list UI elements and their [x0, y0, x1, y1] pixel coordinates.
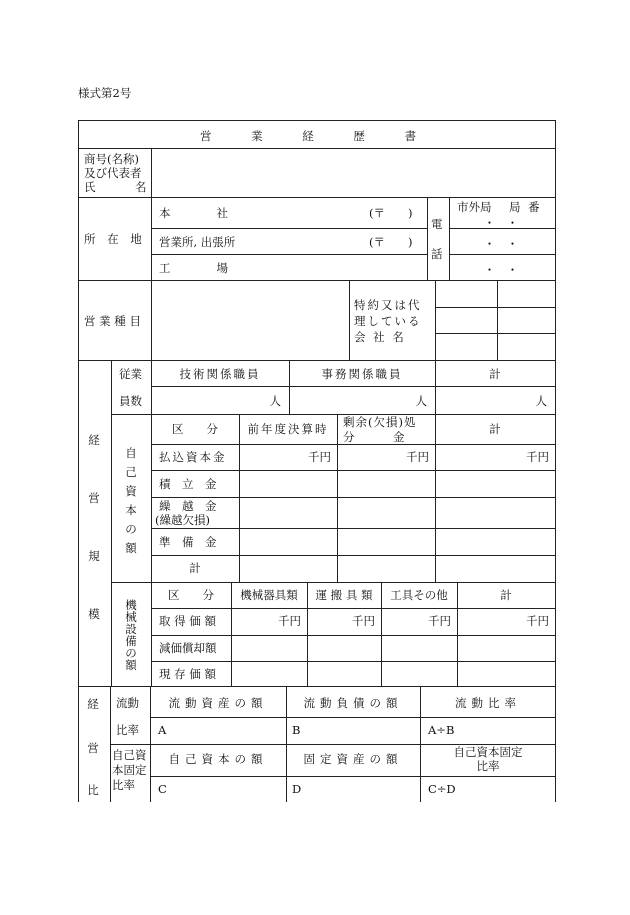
- current-value-ab: A÷B: [428, 723, 455, 737]
- fixed-ratio-header-2: 比率: [476, 759, 500, 773]
- capital-char-5: の: [125, 522, 137, 536]
- equip-char-1: 機: [125, 598, 137, 612]
- technical-staff-unit: 人: [269, 394, 281, 408]
- fixed-value-cd: C÷D: [428, 782, 456, 796]
- employees-total-unit: 人: [535, 394, 547, 408]
- fixed-value-d: D: [292, 782, 302, 796]
- paid-in-capital-label: 払込資本金: [159, 450, 227, 464]
- paid-in-unit-prev: 千円: [308, 450, 331, 464]
- capital-char-2: 己: [125, 465, 137, 479]
- transport-header: 運 搬 具 類: [315, 588, 373, 602]
- equip-char-4: 備: [125, 634, 137, 648]
- office-staff-unit: 人: [415, 394, 427, 408]
- form-number: 様式第2号: [78, 86, 132, 100]
- acq-unit-tools: 千円: [428, 614, 451, 628]
- phone-label-2: 話: [431, 247, 443, 261]
- ratios-table: [78, 686, 556, 802]
- representative-label: 及び代表者: [84, 166, 142, 180]
- acquisition-cost-label: 取 得 価 額: [159, 614, 216, 628]
- equip-char-6: 額: [125, 658, 137, 672]
- head-office-label: 本 社: [159, 206, 228, 220]
- equity-capital-header: 自己資本の額: [168, 752, 268, 766]
- current-ratio-header: 流動比率: [455, 696, 521, 710]
- agent-label-2: 理している: [354, 314, 422, 328]
- ratio-char-2: 営: [87, 741, 99, 755]
- head-office-postal: (〒 ): [369, 206, 413, 220]
- equip-char-3: 設: [125, 622, 137, 636]
- business-type-label: 営 業 種 目: [84, 314, 141, 328]
- acq-unit-machinery: 千円: [278, 614, 301, 628]
- capital-total-header: 計: [489, 422, 501, 436]
- carried-forward-label: 繰 越 金: [159, 499, 217, 513]
- branch-office-postal: (〒 ): [369, 235, 413, 249]
- capital-kubun-header: 区 分: [172, 422, 218, 436]
- surplus-header-2: 分 金: [343, 430, 406, 444]
- fixed-assets-header: 固定資産の額: [303, 752, 403, 766]
- current-value-a: A: [158, 723, 167, 737]
- acq-unit-transport: 千円: [352, 614, 375, 628]
- acq-unit-total: 千円: [526, 614, 549, 628]
- phone-dots-3: ・ ・: [483, 263, 519, 277]
- name-label-a: 氏: [84, 180, 96, 194]
- form-title: 営 業 経 歴 書: [199, 129, 435, 143]
- equip-total-header: 計: [500, 588, 512, 602]
- branch-office-label: 営業所, 出張所: [159, 235, 236, 249]
- capital-char-1: 自: [125, 446, 137, 460]
- scale-char-1: 経: [88, 433, 100, 447]
- reserve-label: 積 立 金: [159, 477, 217, 491]
- ratio-char-3: 比: [87, 783, 99, 797]
- trade-name-label: 商号(名称): [84, 152, 139, 166]
- area-code-header: 市外局: [457, 200, 492, 214]
- phone-dots-1: ・ ・: [483, 216, 519, 230]
- machinery-header: 機械器具類: [240, 588, 298, 602]
- equip-char-2: 械: [125, 610, 137, 624]
- fixed-ratio-label-1: 自己資: [112, 748, 147, 762]
- capital-char-3: 資: [125, 484, 137, 498]
- fixed-ratio-label-3: 比率: [112, 778, 135, 792]
- trade-name-field[interactable]: [152, 149, 554, 196]
- current-liabilities-header: 流動負債の額: [303, 696, 403, 710]
- carried-forward-sub: (繰越欠損): [155, 513, 210, 527]
- office-staff-header: 事務関係職員: [321, 367, 403, 381]
- scale-char-2: 営: [88, 491, 100, 505]
- employees-total-header: 計: [489, 367, 501, 381]
- technical-staff-header: 技術関係職員: [179, 367, 261, 381]
- equip-kubun-header: 区 分: [168, 588, 214, 602]
- capital-sum-label: 計: [189, 561, 201, 575]
- ratio-char-1: 経: [87, 697, 99, 711]
- name-label-b: 名: [135, 180, 147, 194]
- surplus-header-1: 剰余(欠損)処: [343, 415, 417, 429]
- scale-char-4: 模: [88, 607, 100, 621]
- phone-label-1: 電: [431, 217, 443, 231]
- agent-label-3: 会 社 名: [354, 330, 406, 344]
- employees-label-1: 従業: [119, 367, 142, 381]
- current-ratio-label-2: 比率: [116, 723, 139, 737]
- fixed-ratio-label-2: 本固定: [112, 763, 147, 777]
- agent-label-1: 特約又は代: [354, 298, 422, 312]
- paid-in-unit-total: 千円: [526, 450, 549, 464]
- current-ratio-label-1: 流動: [116, 696, 139, 710]
- capital-char-4: 本: [125, 503, 137, 517]
- prev-fiscal-header: 前年度決算時: [247, 422, 329, 436]
- phone-dots-2: ・ ・: [483, 237, 519, 251]
- tools-header: 工具その他: [390, 588, 448, 602]
- employees-label-2: 員数: [119, 394, 142, 408]
- fixed-ratio-header-1: 自己資本固定: [453, 745, 523, 759]
- equip-char-5: の: [125, 646, 137, 660]
- current-value-b: B: [292, 723, 301, 737]
- exchange-header: 局 番: [509, 200, 542, 214]
- business-history-form: [78, 120, 556, 687]
- paid-in-unit-surplus: 千円: [406, 450, 429, 464]
- fixed-value-c: C: [158, 782, 167, 796]
- factory-label: 工 場: [159, 261, 228, 275]
- location-label: 所 在 地: [84, 232, 146, 246]
- scale-char-3: 規: [88, 549, 100, 563]
- preparatory-reserve-label: 準 備 金: [159, 535, 217, 549]
- capital-char-6: 額: [125, 541, 137, 555]
- depreciation-label: 減価償却額: [159, 641, 217, 655]
- current-assets-header: 流動資産の額: [168, 696, 268, 710]
- current-value-label: 現 存 価 額: [159, 667, 216, 681]
